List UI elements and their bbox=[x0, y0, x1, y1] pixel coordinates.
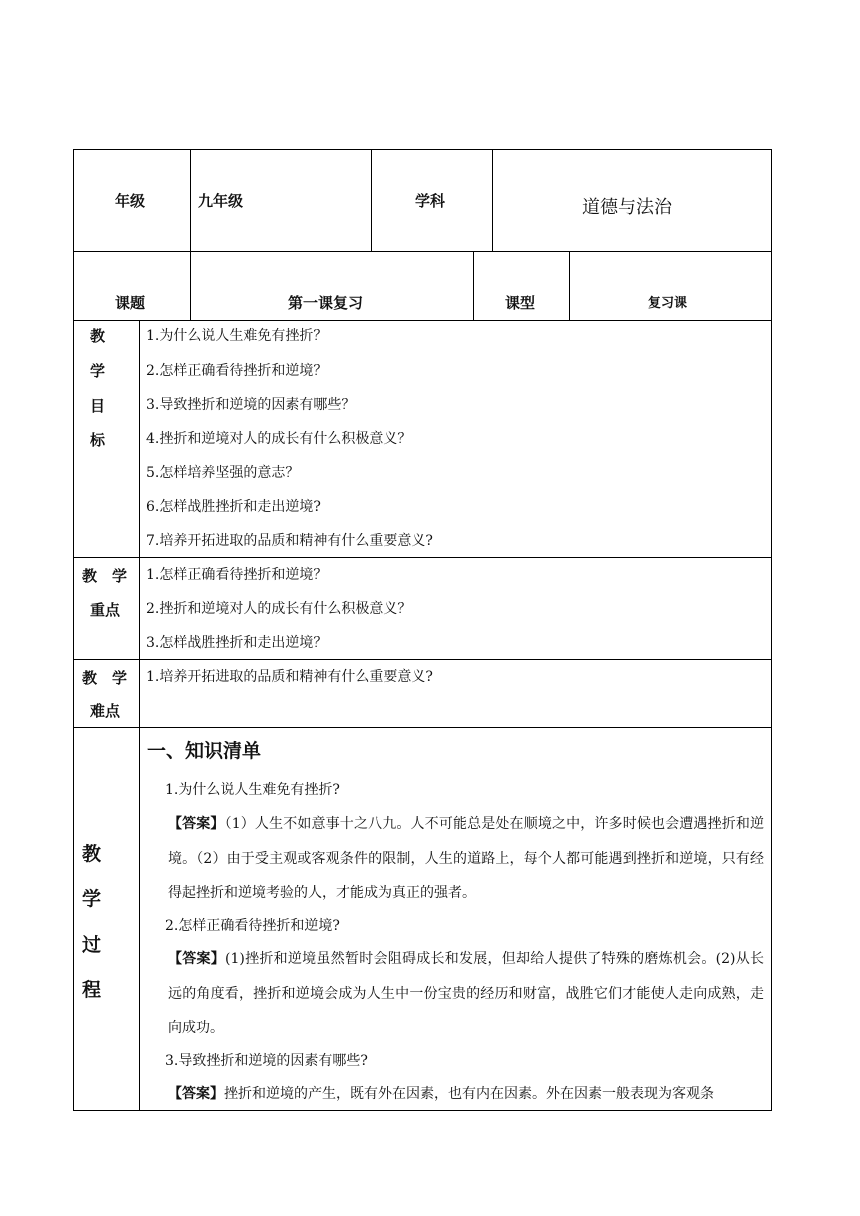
section-title: 一、知识清单 bbox=[147, 740, 262, 762]
answer-label: 【答案】 bbox=[168, 1086, 224, 1102]
topic-label: 课题 bbox=[115, 294, 146, 312]
table-border-top bbox=[73, 149, 772, 150]
question-3: 3.导致挫折和逆境的因素有哪些? bbox=[165, 1053, 368, 1069]
column-divider bbox=[190, 149, 191, 251]
key-points-label: 重点 bbox=[90, 601, 121, 619]
topic-value: 第一课复习 bbox=[288, 294, 364, 312]
objectives-label-char: 标 bbox=[90, 431, 106, 449]
answer-2 bbox=[168, 942, 764, 1046]
process-label-char: 程 bbox=[82, 979, 102, 1001]
objective-item: 7.培养开拓进取的品质和精神有什么重要意义? bbox=[146, 533, 433, 549]
key-points-label: 教 学 bbox=[82, 567, 128, 585]
process-label-char: 学 bbox=[82, 888, 102, 910]
row-divider bbox=[73, 557, 772, 558]
column-divider bbox=[473, 251, 474, 320]
column-divider bbox=[569, 251, 570, 320]
subject-label: 学科 bbox=[415, 192, 446, 210]
objective-item: 6.怎样战胜挫折和走出逆境? bbox=[146, 499, 321, 515]
question-1: 1.为什么说人生难免有挫折? bbox=[165, 782, 340, 798]
objectives-label-char: 学 bbox=[90, 362, 106, 380]
column-divider bbox=[492, 149, 493, 251]
label-column-divider bbox=[139, 320, 140, 1110]
process-label-char: 过 bbox=[82, 934, 102, 956]
answer-text: (1)挫折和逆境虽然暂时会阻碍成长和发展，但却给人提供了特殊的磨炼机会。(2)从长远的角度看，挫折和逆境会成为人生中一份宝贵的经历和财富，战胜它们才能使人走向成熟，走向成功。 bbox=[168, 951, 765, 1036]
difficulties-label: 教 学 bbox=[82, 669, 128, 687]
column-divider bbox=[190, 251, 191, 320]
difficulty-item: 1.培养开拓进取的品质和精神有什么重要意义? bbox=[146, 669, 433, 685]
question-2: 2.怎样正确看待挫折和逆境? bbox=[165, 918, 340, 934]
key-point-item: 3.怎样战胜挫折和走出逆境？ bbox=[146, 635, 328, 651]
row-divider bbox=[73, 727, 772, 728]
objective-item: 5.怎样培养坚强的意志？ bbox=[146, 465, 300, 481]
objective-item: 1.为什么说人生难免有挫折？ bbox=[146, 328, 328, 344]
objective-item: 2.怎样正确看待挫折和逆境？ bbox=[146, 363, 328, 379]
difficulties-label: 难点 bbox=[90, 702, 121, 720]
objectives-label-char: 目 bbox=[90, 397, 106, 415]
answer-3 bbox=[168, 1077, 764, 1111]
grade-label: 年级 bbox=[115, 192, 146, 210]
answer-label: 【答案】 bbox=[168, 951, 226, 967]
row-divider bbox=[73, 320, 772, 321]
row-divider bbox=[73, 251, 772, 252]
objectives-label-char: 教 bbox=[90, 327, 106, 345]
answer-text: 挫折和逆境的产生，既有外在因素，也有内在因素。外在因素一般表现为客观条 bbox=[224, 1086, 714, 1102]
column-divider bbox=[371, 149, 372, 251]
type-label: 课型 bbox=[505, 294, 536, 312]
objective-item: 4.挫折和逆境对人的成长有什么积极意义？ bbox=[146, 431, 412, 447]
key-point-item: 2.挫折和逆境对人的成长有什么积极意义？ bbox=[146, 601, 412, 617]
answer-label: 【答案】 bbox=[168, 816, 225, 832]
answer-1 bbox=[168, 807, 764, 911]
subject-value: 道德与法治 bbox=[582, 197, 672, 218]
grade-value: 九年级 bbox=[198, 192, 244, 210]
answer-text: （1）人生不如意事十之八九。人不可能总是处在顺境之中，许多时候也会遭遇挫折和逆境。（2）由于受主观或客观条件的限制，人生的道路上，每个人都可能遇到挫折和逆境，只有经得起挫折和逆境考验的人，才能成为真正的强者。 bbox=[168, 816, 765, 901]
objective-item: 3.导致挫折和逆境的因素有哪些？ bbox=[146, 397, 356, 413]
type-value: 复习课 bbox=[648, 296, 688, 311]
table-border-right bbox=[771, 149, 772, 1111]
key-point-item: 1.怎样正确看待挫折和逆境？ bbox=[146, 567, 328, 583]
table-border-left bbox=[73, 149, 74, 1111]
row-divider bbox=[73, 659, 772, 660]
process-label-char: 教 bbox=[82, 843, 102, 865]
